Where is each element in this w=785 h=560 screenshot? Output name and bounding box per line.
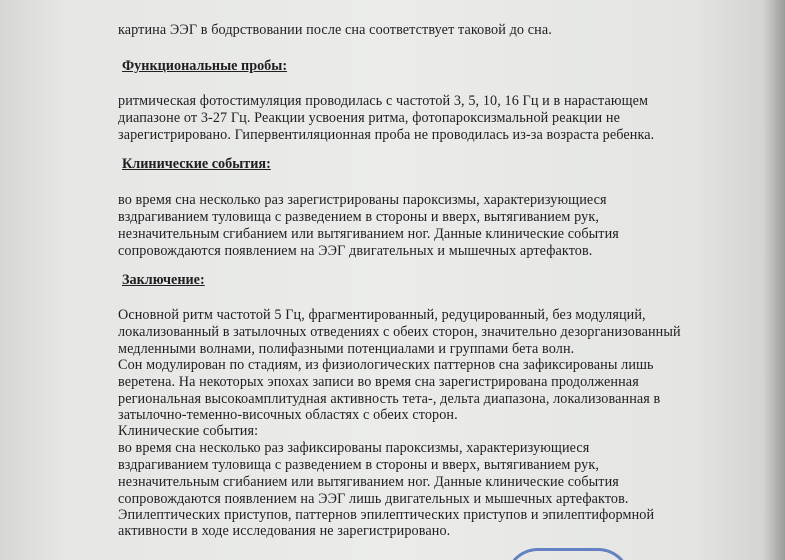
conclusion-line: затылочно-теменно-височных областях с обеих сторон.: [118, 407, 458, 423]
clinical-events-line: сопровождаются появлением на ЭЭГ двигательных и мышечных артефактов.: [118, 243, 593, 259]
conclusion-line: сопровождаются появлением на ЭЭГ лишь двигательных и мышечных артефактов.: [118, 491, 629, 507]
conclusion-line: незначительным сгибанием или вытягиванием ног. Данные клинические события: [118, 474, 619, 490]
stamp-mark: [505, 548, 631, 560]
conclusion-subheading: Клинические события:: [118, 423, 259, 439]
clinical-events-heading: Клинические события:: [122, 156, 271, 172]
conclusion-line: региональная высокоамплитудная активность тета-, дельта диапазона, локализованная в: [118, 391, 661, 407]
conclusion-line: Сон модулирован по стадиям, из физиологических паттернов сна зафиксированы лишь: [118, 357, 654, 373]
clinical-events-line: незначительным сгибанием или вытягиванием ног. Данные клинические события: [118, 226, 619, 242]
functional-tests-line: зарегистрировано. Гипервентиляционная проба не проводилась из-за возраста ребенка.: [118, 127, 655, 143]
conclusion-line: во время сна несколько раз зафиксированы пароксизмы, характеризующиеся: [118, 440, 590, 456]
clinical-events-line: во время сна несколько раз зарегистрированы пароксизмы, характеризующиеся: [118, 192, 607, 208]
functional-tests-line: ритмическая фотостимуляция проводилась с частотой 3, 5, 10, 16 Гц и в нарастающем: [118, 93, 649, 109]
conclusion-line: Основной ритм частотой 5 Гц, фрагментированный, редуцированный, без модуляций,: [118, 307, 646, 323]
conclusion-line: локализованный в затылочных отведениях с обеих сторон, значительно дезорганизованный: [118, 324, 681, 340]
conclusion-heading: Заключение:: [122, 272, 205, 288]
clinical-events-line: вздрагиванием туловища с разведением в стороны и вверх, вытягиванием рук,: [118, 209, 599, 225]
conclusion-line: активности в ходе исследования не зарегистрировано.: [118, 523, 451, 539]
conclusion-line: медленными волнами, полифазными потенциалами и группами бета волн.: [118, 341, 575, 357]
page-edge-shadow: [763, 0, 785, 560]
intro-line: картина ЭЭГ в бодрствовании после сна соответствует таковой до сна.: [118, 22, 552, 38]
conclusion-line: вздрагиванием туловища с разведением в стороны и вверх, вытягиванием рук,: [118, 457, 599, 473]
functional-tests-heading: Функциональные пробы:: [122, 58, 288, 74]
conclusion-line: веретена. На некоторых эпохах записи во время сна зарегистрирована продолженная: [118, 374, 639, 390]
conclusion-line: Эпилептических приступов, паттернов эпилептических приступов и эпилептиформной: [118, 507, 655, 523]
functional-tests-line: диапазоне от 3-27 Гц. Реакции усвоения ритма, фотопароксизмальной реакции не: [118, 110, 620, 126]
